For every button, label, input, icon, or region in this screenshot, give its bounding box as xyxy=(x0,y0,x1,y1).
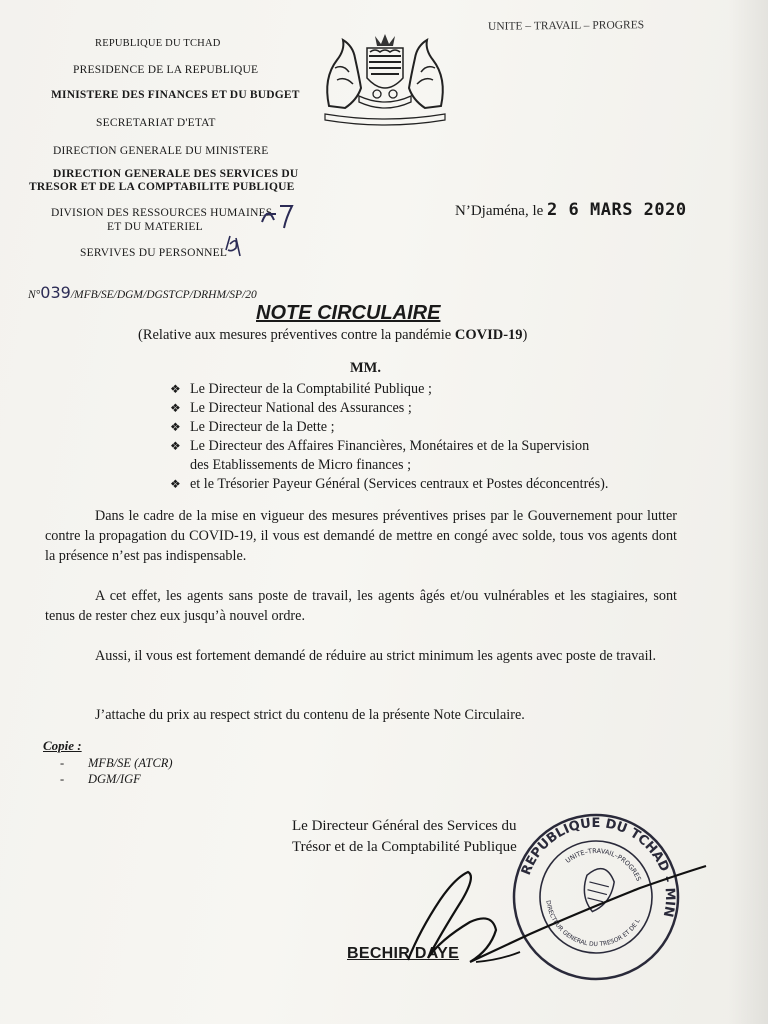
header-republic: REPUBLIQUE DU TCHAD xyxy=(95,38,221,49)
signatory-title-line1: Le Directeur Général des Services du xyxy=(292,818,517,834)
addressee-item xyxy=(170,437,608,456)
addressee-list xyxy=(170,380,608,494)
copies-heading: Copie : xyxy=(43,738,82,753)
stamp-inner-text: DIRECTEUR GENERAL DU TRESOR ET DE LA xyxy=(544,899,642,949)
copy-item: - MFB/SE (ATCR) xyxy=(60,756,173,770)
header-dgstcp-line2: TRESOR ET DE LA COMPTABILITE PUBLIQUE xyxy=(29,181,295,193)
addressee-text: Le Directeur des Affaires Financières, Monétaires et de la Supervision xyxy=(190,438,590,454)
diamond-bullet-icon: ❖ xyxy=(170,439,181,453)
date-place: N’Djaména, le xyxy=(455,203,544,219)
signatory-title xyxy=(292,816,517,858)
copy-item: - DGM/IGF xyxy=(60,772,141,786)
coat-of-arms-emblem xyxy=(315,28,455,128)
reference-handwritten-number: 039 xyxy=(40,283,71,302)
date-stamp: 2 6 MARS 2020 xyxy=(547,200,687,220)
diamond-bullet-icon: ❖ xyxy=(170,382,181,396)
stamp-motto-text: UNITE–TRAVAIL–PROGRES xyxy=(564,846,643,883)
stamp-emblem-icon xyxy=(579,865,617,915)
addressee-text: des Etablissements de Micro finances ; xyxy=(190,457,412,473)
diamond-bullet-icon: ❖ xyxy=(170,401,181,415)
body-paragraph-2: A cet effet, les agents sans poste de travail, les agents âgés et/ou vulnérables et les stagiaires, sont tenus de rester chez eux jusqu’à nouvel ordre. xyxy=(45,588,677,624)
addressee-text: et le Trésorier Payeur Général (Services centraux et Postes déconcentrés). xyxy=(190,476,609,492)
header-division-line2: ET DU MATERIEL xyxy=(107,221,203,233)
addressee-text: Le Directeur de la Comptabilité Publique ; xyxy=(190,381,432,397)
handwritten-initial-b xyxy=(226,236,240,256)
addressee-item xyxy=(170,475,608,494)
subtitle-text: (Relative aux mesures préventives contre la pandémie xyxy=(138,327,455,343)
signatory-name: BECHIR DAYE xyxy=(347,945,460,962)
national-motto: UNITE – TRAVAIL – PROGRES xyxy=(487,19,645,33)
header-dgstcp-line1: DIRECTION GENERALE DES SERVICES DU xyxy=(53,168,299,180)
date-line xyxy=(455,200,687,220)
addressee-heading: MM. xyxy=(350,360,381,376)
document-title: NOTE CIRCULAIRE xyxy=(256,302,441,324)
reference-number xyxy=(28,283,257,302)
signature-flourish xyxy=(476,952,520,962)
header-secretariat: SECRETARIAT D'ETAT xyxy=(96,117,216,129)
addressee-item xyxy=(170,418,608,437)
diamond-bullet-icon: ❖ xyxy=(170,477,181,491)
addressee-item xyxy=(170,380,608,399)
signatory-title-line2: Trésor et de la Comptabilité Publique xyxy=(292,839,517,855)
header-service: SERVIVES DU PERSONNEL xyxy=(80,247,228,259)
addressee-continuation xyxy=(170,456,608,475)
reference-code: /MFB/SE/DGM/DGSTCP/DRHM/SP/20 xyxy=(70,289,257,301)
header-division-line1: DIVISION DES RESSOURCES HUMAINES xyxy=(51,207,273,219)
document-subtitle xyxy=(138,327,527,344)
body-paragraph-4: J’attache du prix au respect strict du contenu de la présente Note Circulaire. xyxy=(95,707,525,723)
stamp-outer-text: REPUBLIQUE DU TCHAD – MINISTERE xyxy=(518,815,678,919)
reference-prefix: N° xyxy=(28,289,41,301)
subtitle-close: ) xyxy=(522,327,528,343)
subtitle-covid: COVID-19 xyxy=(454,327,523,343)
page-edge-shadow xyxy=(728,0,768,1024)
body-paragraph-1: Dans le cadre de la mise en vigueur des mesures préventives prises par le Gouvernement pour lutter contre la propagation du COVID-19, il vous est demandé de mettre en congé avec solde, tous vos agents dont la présence n’est pas indispensable. xyxy=(45,508,677,564)
addressee-item xyxy=(170,399,608,418)
stamp-emblem-detail xyxy=(586,882,609,902)
copy-item-text: DGM/IGF xyxy=(88,772,141,786)
addressee-text: Le Directeur National des Assurances ; xyxy=(190,400,412,416)
body-paragraph-3: Aussi, il vous est fortement demandé de réduire au strict minimum les agents avec poste de travail. xyxy=(95,648,657,664)
header-direction-generale: DIRECTION GENERALE DU MINISTERE xyxy=(53,145,269,157)
header-ministry: MINISTERE DES FINANCES ET DU BUDGET xyxy=(51,89,300,101)
diamond-bullet-icon: ❖ xyxy=(170,420,181,434)
copies-list xyxy=(60,755,173,787)
header-presidency: PRESIDENCE DE LA REPUBLIQUE xyxy=(73,64,259,76)
copy-item-text: MFB/SE (ATCR) xyxy=(88,756,173,770)
addressee-text: Le Directeur de la Dette ; xyxy=(190,419,335,435)
